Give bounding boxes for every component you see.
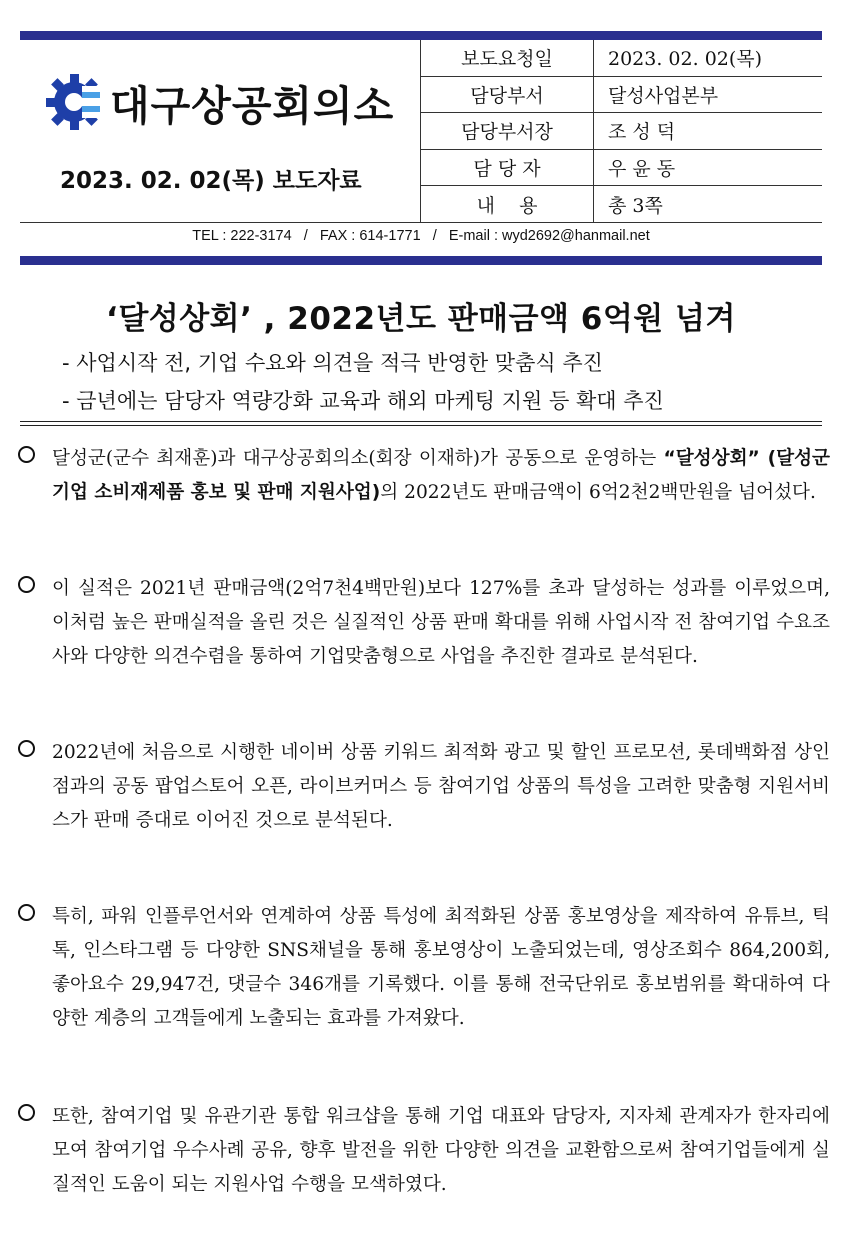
logo-area [20,40,420,222]
circle-bullet-icon [18,576,35,593]
body-paragraph [18,442,830,510]
info-row [421,149,823,186]
info-label: 내 용 [421,186,594,222]
info-label: 담 당 자 [421,149,594,186]
contact-line: TEL : 222-3174 / FAX : 614-1771 / E-mail : wyd2692@hanmail.net [192,228,650,244]
info-row [421,40,823,76]
press-header [20,40,822,223]
paragraph-text: 특히, 파워 인플루언서와 연계하여 상품 특성에 최적화된 상품 홍보영상을 제작하여 유튜브, 틱톡, 인스타그램 등 다양한 SNS채널을 통해 홍보영상이 노출되었는데, 영상조회수 864,200회, 좋아요수 29,947건, 댓글수 346개를 기록했다. 이를 통해 전국단위로 홍보범위를 확대하여 다양한 계층의 고객들에게 노출되는 효과를 가져왔다. [52,906,830,1029]
headline-subtitle: - 금년에는 담당자 역량강화 교육과 해외 마케팅 지원 등 확대 추진 [62,389,664,413]
headline-title: ‘달성상회’ , 2022년도 판매금액 6억원 넘겨 [106,301,736,337]
project-name-bold: “달성상회” (달성군 기업 소비재제품 홍보 및 판매 지원사업) [52,448,830,503]
circle-bullet-icon [18,740,35,757]
bottom-accent-bar [20,256,822,265]
paragraph-text-part: 의 2022년도 판매금액이 6억2천2백만원을 넘어섰다. [380,482,816,503]
circle-bullet-icon [18,446,35,463]
info-value: 2023. 02. 02(목) [594,40,823,76]
info-label: 보도요청일 [421,40,594,76]
paragraph-text: 이 실적은 2021년 판매금액(2억7천4백만원)보다 127%를 초과 달성하는 성과를 이루었으며, 이처럼 높은 판매실적을 올린 것은 실질적인 상품 판매 확대를 위해 사업시작 전 참여기업 수요조사와 다양한 의견수렴을 통하여 기업맞춤형으로 사업을 추진한 결과로 분석된다. [52,578,830,667]
info-row [421,186,823,222]
info-value: 우 윤 동 [594,149,823,186]
publication-date: 2023. 02. 02(목) 보도자료 [60,168,362,194]
divider [20,421,822,422]
gear-logo-icon [44,70,108,134]
press-info-table [420,40,822,222]
circle-bullet-icon [18,1104,35,1121]
paragraph-text-part: 달성군(군수 최재훈)과 대구상공회의소(회장 이재하)가 공동으로 운영하는 [52,448,664,469]
paragraph-text: 또한, 참여기업 및 유관기관 통합 워크샵을 통해 기업 대표와 담당자, 지자체 관계자가 한자리에 모여 참여기업 우수사례 공유, 향후 발전을 위한 다양한 의견을 교환함으로써 참여기업들에게 실질적인 도움이 되는 지원사업 수행을 모색하였다. [52,1106,830,1195]
info-value: 달성사업본부 [594,76,823,113]
org-logo [44,70,394,134]
paragraph-text: 2022년에 처음으로 시행한 네이버 상품 키워드 최적화 광고 및 할인 프로모션, 롯데백화점 상인점과의 공동 팝업스토어 오픈, 라이브커머스 등 참여기업 상품의 특성을 고려한 맞춤형 지원서비스가 판매 증대로 이어진 것으로 분석된다. [52,742,830,831]
circle-bullet-icon [18,904,35,921]
info-value: 조 성 덕 [594,113,823,150]
info-label: 담당부서장 [421,113,594,150]
body-paragraph [18,736,830,838]
top-accent-bar [20,31,822,40]
info-row [421,76,823,113]
headline-subtitle: - 사업시작 전, 기업 수요와 의견을 적극 반영한 맞춤식 추진 [62,351,603,375]
body-paragraph [18,572,830,674]
body-paragraph [18,1100,830,1202]
org-name: 대구상공회의소 [110,81,395,130]
info-label: 담당부서 [421,76,594,113]
divider [20,425,822,426]
body-paragraph [18,900,830,1036]
paragraph-text [52,442,830,510]
info-value: 총 3쪽 [608,194,663,217]
info-row [421,113,823,150]
